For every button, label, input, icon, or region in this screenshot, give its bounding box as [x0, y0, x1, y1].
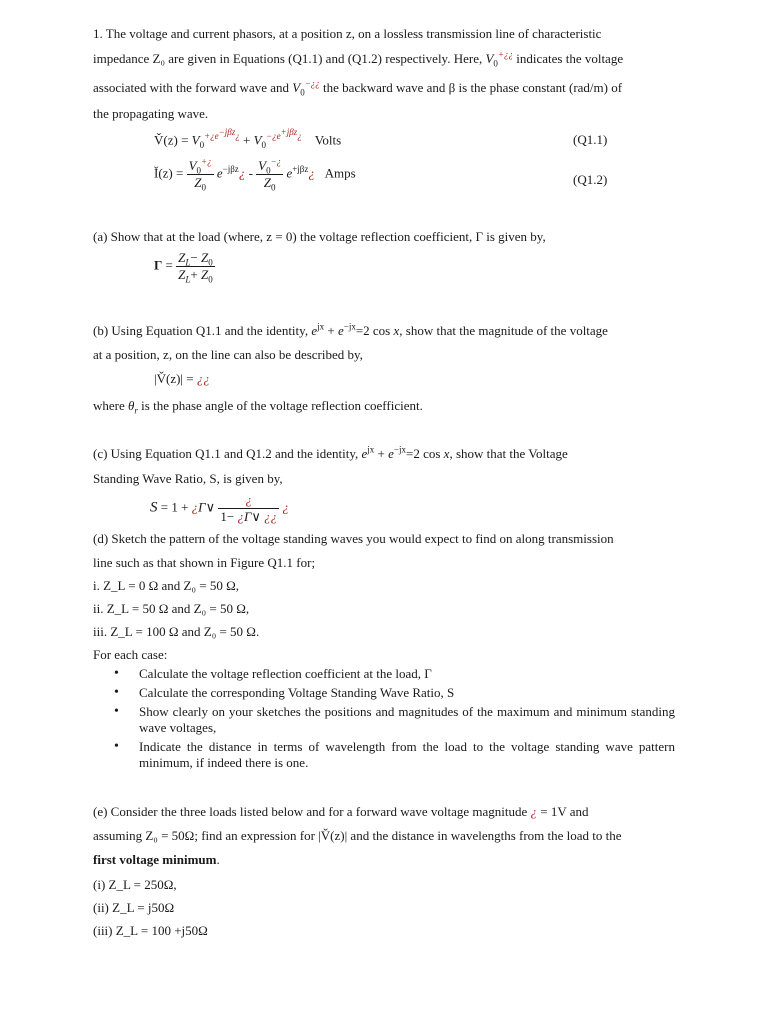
load-iii: (iii) Z_L = 100 +j50Ω: [93, 923, 208, 938]
list-item: • Indicate the distance in terms of wavelength from the load to the voltage standing wave pattern minimum, if indeed there is one.: [110, 739, 675, 771]
part-e-line-3: first voltage minimum.: [93, 852, 220, 867]
part-b-line-2: at a position, z, on the line can also be described by,: [93, 347, 363, 362]
part-b-line-1: (b) Using Equation Q1.1 and the identity, $e^{jx} + e^{-jx}=2$ cos x, show that the magnitude of the voltage: [93, 321, 608, 338]
equation-number-q1-2: (Q1.2): [573, 172, 608, 187]
case-iii: iii. Z_L = 100 Ω and Z₀ = 50 Ω.: [93, 624, 260, 639]
vswr-equation: S = 1 + ¿Γ∨ $\frac{¿}{1- ¿\Gamma\vee ¿¿}$ ¿: [150, 492, 289, 524]
part-c-line-2: Standing Wave Ratio, S, is given by,: [93, 471, 283, 486]
for-each-case-label: For each case:: [93, 647, 168, 662]
equation-number-q1-1: (Q1.1): [573, 132, 608, 147]
equation-q1-1: V̌(z) = $V_0^{+¿e^{-j\beta z}¿} + V_0^{-¿e^{+j\beta z}¿}$ Volts: [154, 127, 342, 150]
voltage-magnitude-equation: |V̌(z)| = ¿¿: [154, 371, 210, 386]
q1-intro-line-3: associated with the forward wave and $V_0^{-¿¿}$ the backward wave and β is the phase constant (rad/m) of: [93, 78, 623, 98]
euler-identity-c: $e^{jx} + e^{-jx}=2$ cos x,: [361, 444, 453, 461]
q1-intro-line-4: the propagating wave.: [93, 106, 209, 121]
euler-identity: $e^{jx} + e^{-jx}=2$ cos x,: [311, 321, 403, 338]
list-item: • Calculate the voltage reflection coefficient at the load, Γ: [110, 666, 675, 682]
part-e-line-1: (e) Consider the three loads listed below and for a forward wave voltage magnitude ¿ = 1V and: [93, 804, 589, 819]
case-ii: ii. Z_L = 50 Ω and Z₀ = 50 Ω,: [93, 601, 250, 616]
part-a-text: (a) Show that at the load (where, z = 0) the voltage reflection coefficient, Γ is given by,: [93, 229, 546, 244]
case-task-list: [110, 666, 675, 774]
q1-intro-line-1: 1. The voltage and current phasors, at a position z, on a lossless transmission line of characteristic: [93, 26, 602, 41]
forward-voltage-symbol: $V_0^{+¿¿}$: [485, 49, 513, 69]
load-ii: (ii) Z_L = j50Ω: [93, 900, 175, 915]
load-i: (i) Z_L = 250Ω,: [93, 877, 177, 892]
part-d-line-1: (d) Sketch the pattern of the voltage standing waves you would expect to find on along transmission: [93, 531, 614, 546]
part-c-line-1: (c) Using Equation Q1.1 and Q1.2 and the identity, $e^{jx} + e^{-jx}=2$ cos x, show that the Voltage: [93, 444, 568, 461]
q1-intro-line-2: impedance Z₀ are given in Equations (Q1.1) and (Q1.2) respectively. Here, $V_0^{+¿¿}$ indicates the voltage: [93, 49, 624, 69]
part-d-line-2: line such as that shown in Figure Q1.1 for;: [93, 555, 316, 570]
part-b-line-3: where $\theta_r$ is the phase angle of the voltage reflection coefficient.: [93, 398, 423, 416]
list-item: • Calculate the corresponding Voltage Standing Wave Ratio, S: [110, 685, 675, 701]
list-item: • Show clearly on your sketches the positions and magnitudes of the maximum and minimum standing wave voltages,: [110, 704, 675, 736]
backward-voltage-symbol: $V_0^{-¿¿}$: [292, 78, 320, 98]
equation-q1-2: Ǐ(z) = $\frac{V_0^{+¿}}{Z_0}$ $e^{-j\beta z}¿$ - $\frac{V_0^{-¿}}{Z_0}$ $e^{+j\beta z}¿$ Amps: [154, 156, 356, 193]
part-e-line-2: assuming Z₀ = 50Ω; find an expression for |V̌(z)| and the distance in wavelengths from the load to the: [93, 828, 622, 843]
case-i: i. Z_L = 0 Ω and Z₀ = 50 Ω,: [93, 578, 239, 593]
reflection-coefficient-equation: Γ = $\frac{Z_L- Z_0}{Z_L+ Z_0}$: [154, 250, 213, 285]
